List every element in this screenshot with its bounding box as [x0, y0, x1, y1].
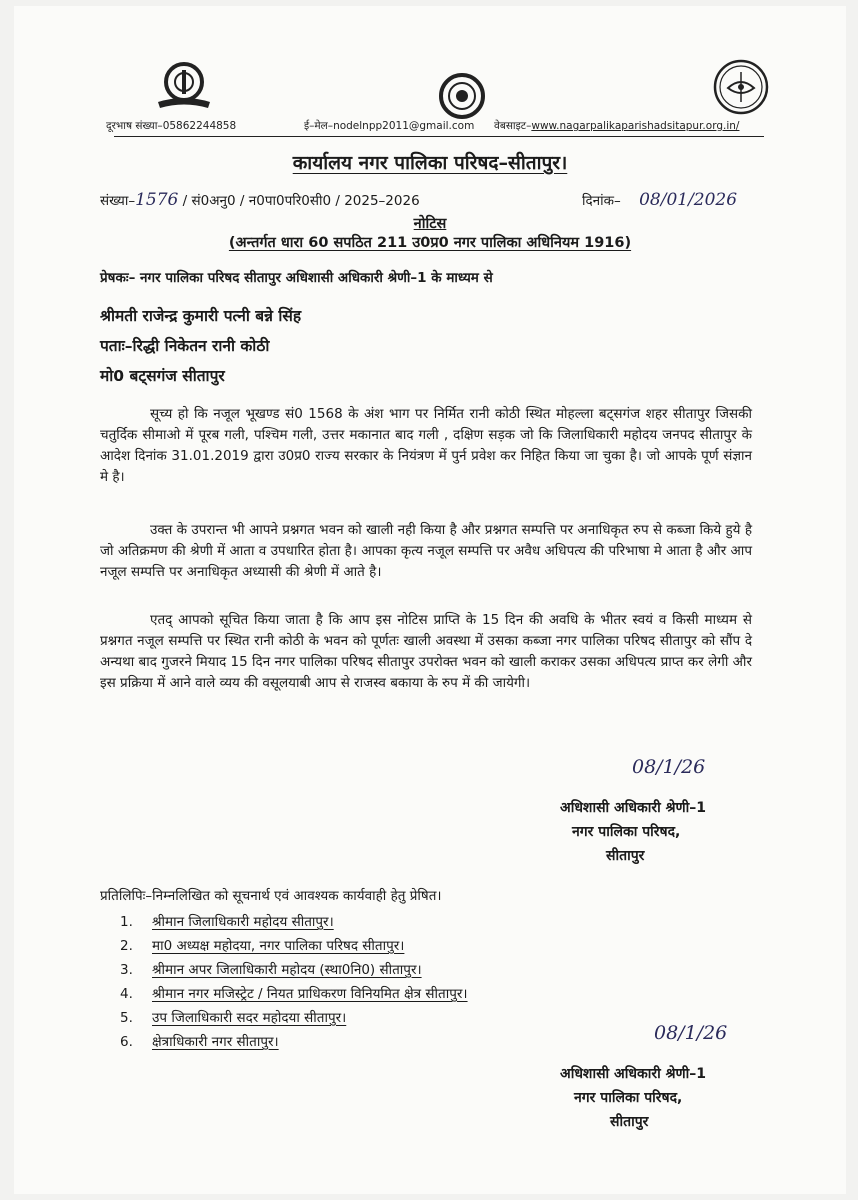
- body-paragraph-2: उक्त के उपरान्त भी आपने प्रश्नगत भवन को खाली नही किया है और प्रश्नगत सम्पत्ति पर अनाधिकृत रुप से कब्जा किये हुये है जो अतिक्रमण की श्रेणी में आता व उपधारित होता है। आपका कृत्य नजूल सम्पत्ति पर अवैध अधिपत्य की परिभाषा मे आता है और आप नजूल सम्पत्ति पर अनाधिकृत अध्यासी की श्रेणी में आते है।: [100, 522, 752, 580]
- copy-to-item: [120, 960, 422, 978]
- notice-page: [14, 6, 846, 1194]
- signature-1-line-2: नगर पालिका परिषद,: [572, 824, 681, 840]
- recipient-address-1: पताः–रिद्धी निकेतन रानी कोठी: [100, 337, 270, 355]
- signature-2-handwritten: 08/1/26: [654, 1022, 728, 1044]
- notice-subtitle: (अन्तर्गत धारा 60 सपठित 211 उ0प्र0 नगर पालिका अधिनियम 1916): [228, 235, 632, 251]
- signature-2-line-1: अधिशासी अधिकारी श्रेणी–1: [560, 1066, 706, 1082]
- body-paragraph-1: सूच्य हो कि नजूल भूखण्ड सं0 1568 के अंश भाग पर निर्मित रानी कोठी स्थित मोहल्ला बट्सगंज शहर सीतापुर जिसकी चतुर्दिक सीमाओ में पूरब गली, पश्चिम गली, उत्तर मकानात बाद गली , दक्षिण सड़क जो कि जिलाधिकारी महोदय जनपद सीतापुर के आदेश दिनांक 31.01.2019 द्वारा उ0प्र0 राज्य सरकार के नियंत्रण में पुर्न प्रवेश कर निहित किया जा चुका है। जो आपके पूर्ण संज्ञान मे है।: [100, 406, 752, 485]
- notice-title: नोटिस: [413, 216, 447, 232]
- office-title: कार्यालय नगर पालिका परिषद–सीतापुर।: [292, 152, 568, 174]
- copy-to-item-text: उप जिलाधिकारी सदर महोदया सीतापुर।: [152, 1010, 347, 1026]
- center-seal-icon: [438, 72, 486, 120]
- sender-line: प्रेषकः– नगर पालिका परिषद सीतापुर अधिशासी अधिकारी श्रेणी–1 के माध्यम से: [100, 270, 493, 286]
- handwritten-date: 08/01/2026: [639, 190, 738, 210]
- phone-number: 05862244858: [162, 120, 237, 132]
- copy-to-item-number: 6.: [120, 1034, 133, 1050]
- copy-to-item-number: 4.: [120, 986, 133, 1002]
- body-paragraph-3: एतद् आपको सूचित किया जाता है कि आप इस नोटिस प्राप्ति के 15 दिन की अवधि के भीतर स्वयं व किसी माध्यम से प्रश्नगत नजूल सम्पत्ति पर स्थित रानी कोठी के भवन को पूर्णतः खाली अवस्था में उसका कब्जा नगर पालिका परिषद सीतापुर को सौंप दे अन्यथा बाद गुजरने मियाद 15 दिन नगर पालिका परिषद सीतापुर उपरोक्त भवन को खाली कराकर उसका अधिपत्य प्राप्त कर लेगी और इस प्रक्रिया में आने वाले व्यय की वसूलयाबी आप से राजस्व बकाया के रुप में की जायेगी।: [100, 612, 752, 691]
- copy-to-item-number: 1.: [120, 914, 133, 930]
- copy-to-item-text: श्रीमान नगर मजिस्ट्रेट / नियत प्राधिकरण विनियमित क्षेत्र सीतापुर।: [152, 986, 468, 1002]
- copy-to-item: [120, 984, 468, 1002]
- recipient-address-2: मो0 बट्सगंज सीतापुर: [100, 367, 225, 385]
- up-govt-emblem-icon: [712, 58, 770, 116]
- copy-to-item-text: मा0 अध्यक्ष महोदया, नगर पालिका परिषद सीतापुर।: [152, 938, 405, 954]
- phone-info: दूरभाष संख्या–05862244858: [106, 120, 237, 132]
- signature-1-line-3: सीतापुर: [606, 848, 645, 864]
- copy-to-item: [120, 912, 334, 930]
- copy-to-item-text: क्षेत्राधिकारी नगर सीतापुर।: [152, 1034, 279, 1050]
- copy-to-item-text: श्रीमान जिलाधिकारी महोदय सीतापुर।: [152, 914, 334, 930]
- recipient-name: श्रीमती राजेन्द्र कुमारी पत्नी बन्ने सिंह: [100, 307, 302, 325]
- reference-number: संख्या–1576 / सं0अनु0 / न0पा0परि0सी0 / 2025–2026: [100, 190, 420, 210]
- signature-2-line-3: सीतापुर: [610, 1114, 649, 1130]
- left-emblem-icon: [152, 58, 216, 114]
- handwritten-number: 1576: [135, 190, 179, 210]
- copy-to-item: [120, 1032, 279, 1050]
- email-info: ई–मेल–nodelnpp2011@gmail.com: [304, 120, 475, 132]
- header-divider: [114, 136, 764, 137]
- signature-1-line-1: अधिशासी अधिकारी श्रेणी–1: [560, 800, 706, 816]
- copy-to-item-text: श्रीमान अपर जिलाधिकारी महोदय (स्था0नि0) सीतापुर।: [152, 962, 422, 978]
- email-address: nodelnpp2011@gmail.com: [333, 120, 475, 132]
- signature-1-handwritten: 08/1/26: [632, 756, 706, 778]
- website-url: www.nagarpalikaparishadsitapur.org.in/: [531, 120, 740, 132]
- copy-to-item-number: 3.: [120, 962, 133, 978]
- copy-to-item-number: 2.: [120, 938, 133, 954]
- reference-date: दिनांक– 08/01/2026: [582, 190, 738, 210]
- copy-to-item: [120, 1008, 346, 1026]
- copy-to-heading: प्रतिलिपिः–निम्नलिखित को सूचनार्थ एवं आवश्यक कार्यवाही हेतु प्रेषित।: [100, 888, 442, 904]
- copy-to-item: [120, 936, 404, 954]
- website-info: वेबसाइट–www.nagarpalikaparishadsitapur.org.in/: [494, 120, 740, 132]
- signature-2-line-2: नगर पालिका परिषद,: [574, 1090, 683, 1106]
- copy-to-item-number: 5.: [120, 1010, 133, 1026]
